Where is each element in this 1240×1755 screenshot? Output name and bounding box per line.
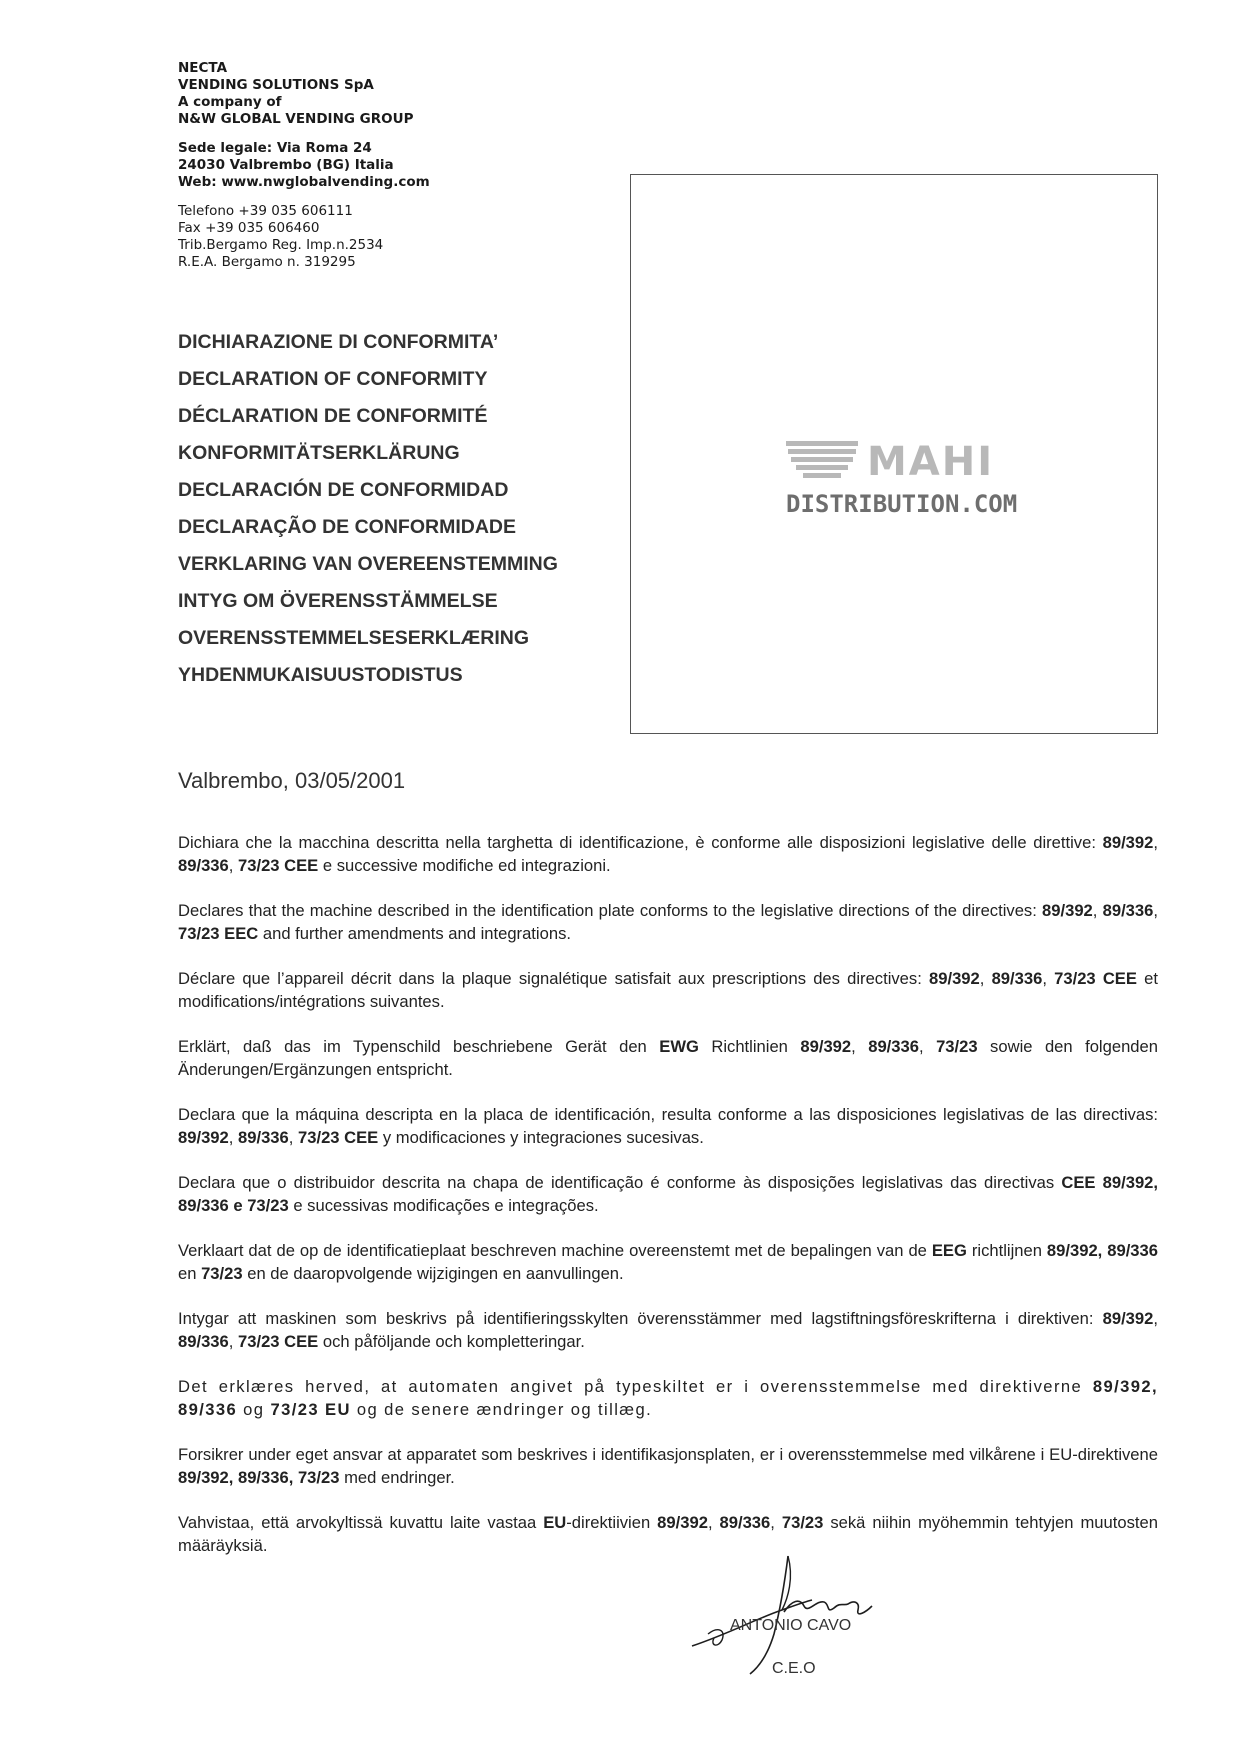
company-address-line: Web: www.nwglobalvending.com bbox=[178, 174, 430, 190]
company-name-line: VENDING SOLUTIONS SpA bbox=[178, 77, 374, 93]
company-name-line: A company of bbox=[178, 94, 282, 110]
declaration-text: , bbox=[228, 1332, 238, 1351]
directive-reference: 89/392 bbox=[929, 969, 980, 988]
declaration-title: YHDENMUKAISUUSTODISTUS bbox=[178, 664, 463, 686]
declaration-text: en de daaropvolgende wijzigingen en aanvullingen. bbox=[242, 1264, 624, 1283]
declaration-text: , bbox=[228, 1128, 238, 1147]
declaration-text: , bbox=[1153, 833, 1158, 852]
directive-reference: 73/23 CEE bbox=[1054, 969, 1137, 988]
company-address-block bbox=[178, 140, 538, 191]
declaration-text: sekä niihin myöhemmin tehtyjen muutosten määräyksiä. bbox=[178, 1513, 1158, 1555]
company-name-line: N&W GLOBAL VENDING GROUP bbox=[178, 111, 414, 127]
directive-reference: 89/392, 89/336 bbox=[1046, 1241, 1158, 1260]
declaration-paragraph bbox=[178, 1103, 1158, 1149]
directive-reference: 73/23 EEC bbox=[178, 924, 259, 943]
company-address-line: Sede legale: Via Roma 24 bbox=[178, 140, 372, 156]
company-contact-line: Trib.Bergamo Reg. Imp.n.2534 bbox=[178, 237, 384, 253]
declaration-title: INTYG OM ÖVERENSSTÄMMELSE bbox=[178, 590, 498, 612]
watermark-logo bbox=[786, 440, 1016, 520]
declaration-title: KONFORMITÄTSERKLÄRUNG bbox=[178, 442, 460, 464]
directive-reference: 73/23 CEE bbox=[238, 856, 319, 875]
directive-reference: 89/336 bbox=[719, 1513, 771, 1532]
directive-reference: 89/392 bbox=[800, 1037, 852, 1056]
directive-reference: 89/336 bbox=[991, 969, 1043, 988]
declaration-text: and further amendments and integrations. bbox=[258, 924, 571, 943]
declaration-title: VERKLARING VAN OVEREENSTEMMING bbox=[178, 553, 558, 575]
declaration-text: Vahvistaa, että arvokyltissä kuvattu laite vastaa bbox=[178, 1513, 544, 1532]
product-image-frame bbox=[630, 174, 1158, 734]
declaration-paragraph bbox=[178, 1171, 1158, 1217]
declaration-paragraph bbox=[178, 967, 1158, 1013]
directive-reference: 89/392 bbox=[178, 1128, 229, 1147]
directive-reference: 89/392 bbox=[1042, 901, 1093, 920]
declaration-text: , bbox=[979, 969, 992, 988]
declaration-text: Det erklæres herved, at automaten angivet på typeskiltet er i overensstemmelse med direktiverne bbox=[178, 1377, 1093, 1396]
declaration-text: Declara que la máquina descripta en la placa de identificación, resulta conforme a las disposiciones legislativas de las directivas: bbox=[178, 1105, 1158, 1124]
directive-reference: 89/336 bbox=[238, 1128, 289, 1147]
declaration-text: Déclare que l’appareil décrit dans la plaque signalétique satisfait aux prescriptions des directives: bbox=[178, 969, 929, 988]
declaration-text: , bbox=[707, 1513, 720, 1532]
declaration-text: en bbox=[178, 1264, 202, 1283]
company-contact-line: Fax +39 035 606460 bbox=[178, 220, 320, 236]
directive-reference: 89/392 bbox=[1102, 1309, 1154, 1328]
directive-reference: CEE 89/392, 89/336 e 73/23 bbox=[178, 1173, 1159, 1215]
declaration-titles bbox=[178, 330, 558, 700]
declaration-text: , bbox=[1042, 969, 1055, 988]
directive-reference: 73/23 CEE bbox=[238, 1332, 319, 1351]
declaration-text: Declares that the machine described in the identification plate conforms to the legislative directions of the directives: bbox=[178, 901, 1043, 920]
company-name-line: NECTA bbox=[178, 60, 228, 76]
declaration-text: Verklaart dat de op de identificatieplaat beschreven machine overeenstemt met de bepalingen van de bbox=[178, 1241, 932, 1260]
declaration-text: Erklärt, daß das im Typenschild beschriebene Gerät den bbox=[178, 1037, 660, 1056]
directive-reference: 73/23 CEE bbox=[298, 1128, 379, 1147]
declaration-paragraph bbox=[178, 899, 1158, 945]
declaration-text: med endringer. bbox=[339, 1468, 455, 1487]
watermark-name: MAHI bbox=[867, 439, 995, 485]
declaration-text: , bbox=[918, 1037, 937, 1056]
declaration-text: Forsikrer under eget ansvar at apparatet som beskrives i identifikasjonsplaten, er i overensstemmelse med vilkårene i EU-direktivene bbox=[178, 1445, 1158, 1464]
directive-reference: 89/336 bbox=[178, 856, 229, 875]
directive-reference: 89/336 bbox=[1102, 901, 1154, 920]
company-contact-line: Telefono +39 035 606111 bbox=[178, 203, 353, 219]
directive-reference: 89/392 bbox=[1102, 833, 1154, 852]
directive-reference: 89/336 bbox=[868, 1037, 919, 1056]
declaration-paragraph bbox=[178, 1239, 1158, 1285]
declaration-text: -direktiivien bbox=[566, 1513, 658, 1532]
declaration-paragraphs bbox=[178, 831, 1158, 1579]
directive-reference: EEG bbox=[931, 1241, 967, 1260]
declaration-text: Richtlinien bbox=[698, 1037, 801, 1056]
directive-reference: 89/392, 89/336 bbox=[178, 1377, 1158, 1419]
signer-name: ANTONIO CAVO bbox=[730, 1617, 852, 1634]
directive-reference: EWG bbox=[659, 1037, 699, 1056]
declaration-text: e successive modifiche ed integrazioni. bbox=[318, 856, 611, 875]
declaration-title: DICHIARAZIONE DI CONFORMITA’ bbox=[178, 331, 499, 353]
directive-reference: 89/392 bbox=[657, 1513, 708, 1532]
directive-reference: 89/336 bbox=[178, 1332, 229, 1351]
declaration-text: , bbox=[1153, 1309, 1158, 1328]
declaration-text: et modifications/intégrations suivantes. bbox=[178, 969, 1158, 1011]
company-letterhead bbox=[178, 60, 538, 283]
declaration-text: , bbox=[1153, 901, 1158, 920]
bowl-icon bbox=[786, 440, 858, 484]
declaration-text: , bbox=[770, 1513, 782, 1532]
declaration-text: y modificaciones y integraciones sucesivas. bbox=[378, 1128, 704, 1147]
directive-reference: 89/392, 89/336, 73/23 bbox=[178, 1468, 340, 1487]
declaration-paragraph bbox=[178, 1443, 1158, 1489]
declaration-title: OVERENSSTEMMELSESERKLÆRING bbox=[178, 627, 530, 649]
declaration-text: og de senere ændringer og tillæg. bbox=[350, 1400, 653, 1419]
declaration-text: og bbox=[237, 1400, 271, 1419]
company-name-block bbox=[178, 60, 538, 128]
declaration-paragraph bbox=[178, 1511, 1158, 1557]
declaration-text: , bbox=[228, 856, 238, 875]
declaration-text: , bbox=[288, 1128, 298, 1147]
declaration-text: , bbox=[1092, 901, 1103, 920]
directive-reference: 73/23 bbox=[936, 1037, 978, 1056]
directive-reference: 73/23 bbox=[201, 1264, 243, 1283]
declaration-paragraph bbox=[178, 1375, 1158, 1421]
declaration-text: e sucessivas modificações e integrações. bbox=[288, 1196, 599, 1215]
directive-reference: EU bbox=[543, 1513, 567, 1532]
declaration-text: sowie den folgenden Änderungen/Ergänzungen entspricht. bbox=[178, 1037, 1158, 1079]
directive-reference: 73/23 EU bbox=[270, 1400, 351, 1419]
place-date: Valbrembo, 03/05/2001 bbox=[178, 768, 406, 793]
declaration-text: Dichiara che la macchina descritta nella targhetta di identificazione, è conforme alle disposizioni legislative delle direttive: bbox=[178, 833, 1103, 852]
declaration-title: DECLARAÇÃO DE CONFORMIDADE bbox=[178, 516, 516, 538]
declaration-text: , bbox=[851, 1037, 869, 1056]
declaration-text: richtlijnen bbox=[966, 1241, 1047, 1260]
declaration-text: och påföljande och kompletteringar. bbox=[318, 1332, 585, 1351]
watermark-domain: DISTRIBUTION.COM bbox=[786, 490, 1018, 518]
declaration-title: DECLARACIÓN DE CONFORMIDAD bbox=[178, 479, 509, 501]
declaration-text: Intygar att maskinen som beskrivs på identifieringsskylten överensstämmer med lagstiftningsföreskrifterna i direktiven: bbox=[178, 1309, 1103, 1328]
declaration-paragraph bbox=[178, 1035, 1158, 1081]
company-address-line: 24030 Valbrembo (BG) Italia bbox=[178, 157, 394, 173]
signer-role: C.E.O bbox=[772, 1660, 816, 1677]
signature-mark bbox=[688, 1548, 878, 1678]
company-contacts-block bbox=[178, 203, 538, 271]
declaration-text: Declara que o distribuidor descrita na chapa de identificação é conforme às disposições legislativas das directivas bbox=[178, 1173, 1062, 1192]
declaration-paragraph bbox=[178, 831, 1158, 877]
declaration-title: DÉCLARATION DE CONFORMITÉ bbox=[178, 405, 488, 427]
declaration-title: DECLARATION OF CONFORMITY bbox=[178, 368, 488, 390]
company-contact-line: R.E.A. Bergamo n. 319295 bbox=[178, 254, 356, 270]
declaration-paragraph bbox=[178, 1307, 1158, 1353]
directive-reference: 73/23 bbox=[781, 1513, 824, 1532]
